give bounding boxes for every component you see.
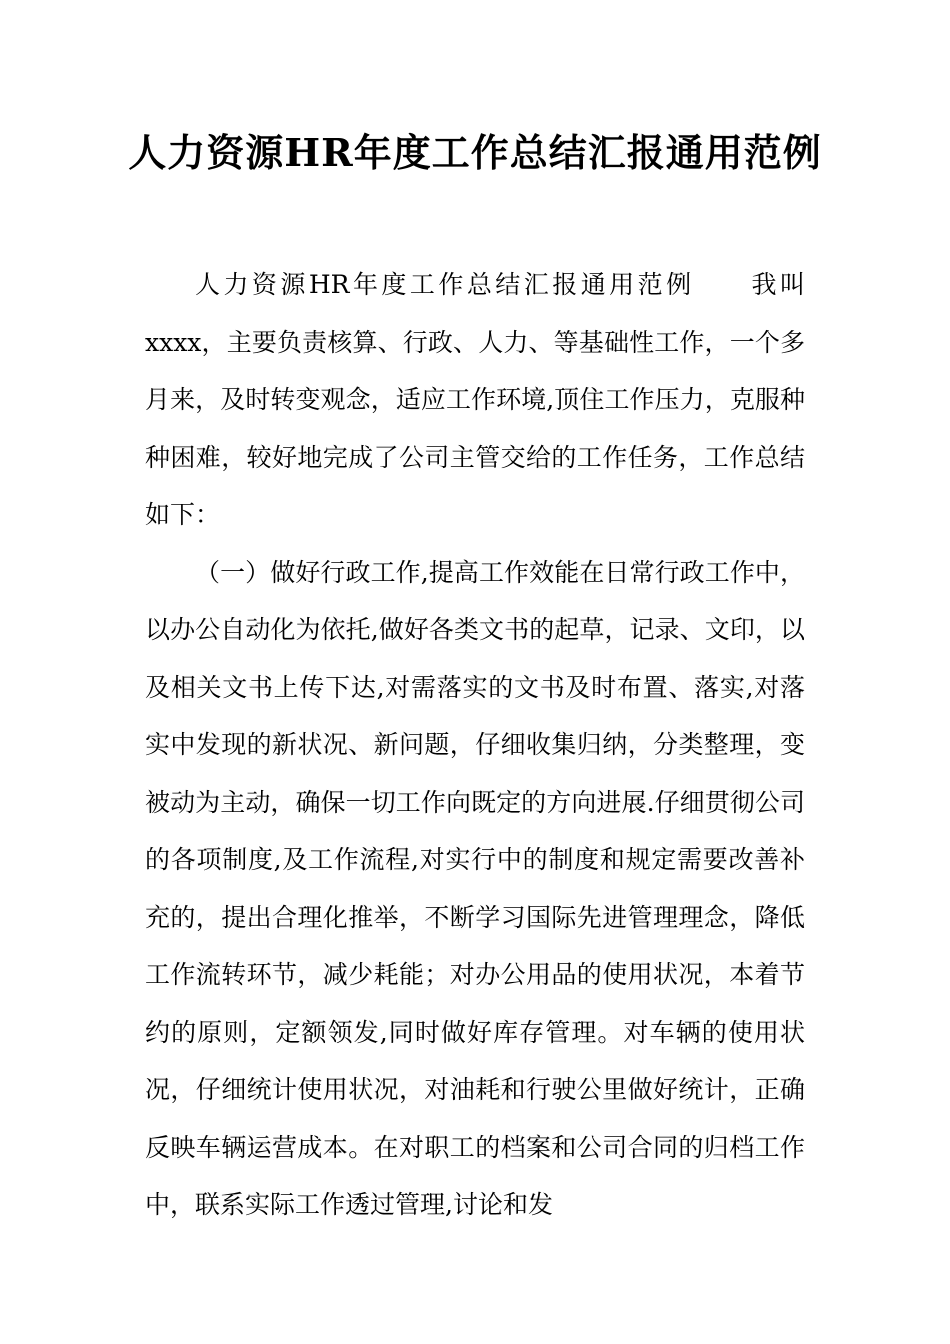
paragraph-admin-work: （一）做好行政工作,提高工作效能在日常行政工作中，以办公自动化为依托,做好各类文书的起草，记录、文印，以及相关文书上传下达,对需落实的文书及时布置、落实,对落实中发现的新状况、新问题，仔细收集归纳，分类整理，变被动为主动，确保一切工作向既定的方向进展.仔细贯彻公司的各项制度,及工作流程,对实行中的制度和规定需要改善补充的，提出合理化推举，不断学习国际先进管理理念，降低工作流转环节，减少耗能；对办公用品的使用状况，本着节约的原则，定额领发,同时做好库存管理。对车辆的使用状况，仔细统计使用状况，对油耗和行驶公里做好统计，正确反映车辆运营成本。在对职工的档案和公司合同的归档工作中，联系实际工作透过管理,讨论和发 xyxy=(145,557,805,1219)
paragraph-intro: 人力资源HR年度工作总结汇报通用范例 我叫xxxx，主要负责核算、行政、人力、等基础性工作，一个多月来，及时转变观念，适应工作环境,顶住工作压力，克服种种困难，较好地完成了公司主管交给的工作任务，工作总结如下： xyxy=(145,270,805,529)
document-body xyxy=(145,256,805,1234)
document-title: 人力资源HR年度工作总结汇报通用范例 xyxy=(128,130,822,175)
